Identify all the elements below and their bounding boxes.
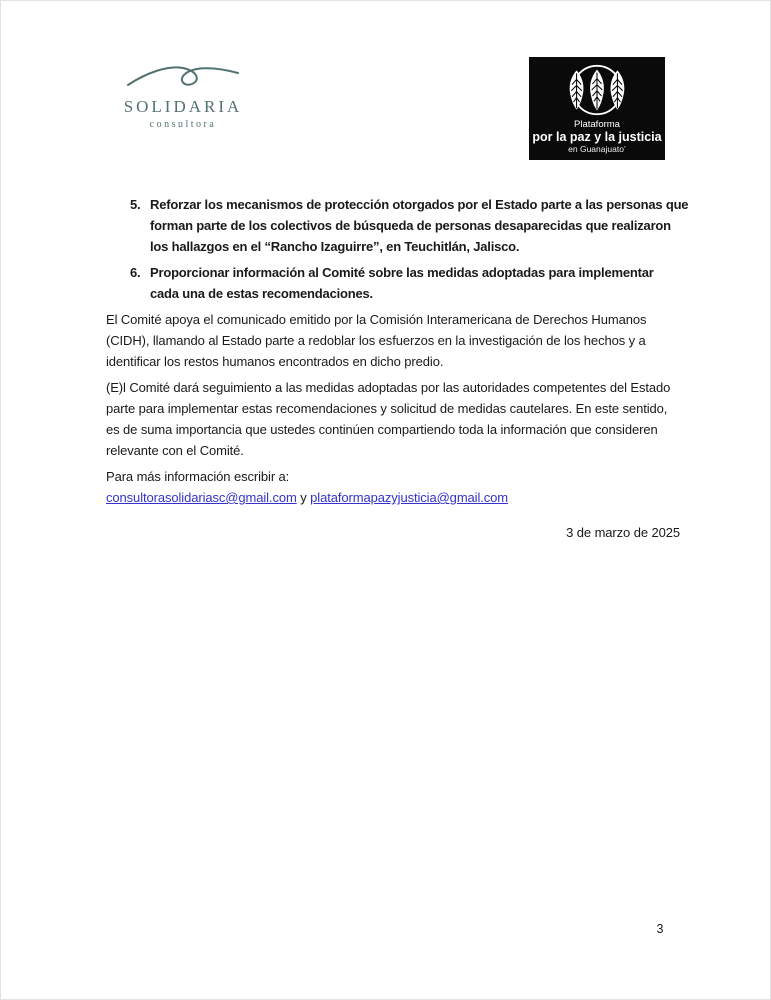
list-item-5-line: Reforzar los mecanismos de protección otorgados por el Estado parte a las personas que bbox=[150, 197, 689, 212]
list-item-6-line: Proporcionar información al Comité sobre las medidas adoptadas para implementar bbox=[150, 265, 654, 280]
paragraph-line: relevante con el Comité. bbox=[106, 443, 244, 458]
contact-emails bbox=[106, 487, 680, 508]
leaves-circle-icon bbox=[559, 62, 635, 118]
plataforma-logo-line3: en Guanajuato’ bbox=[568, 144, 626, 154]
paragraph-line: parte para implementar estas recomendaciones y solicitud de medidas cautelares. En este sentido, bbox=[106, 401, 668, 416]
document-body bbox=[106, 194, 689, 543]
paragraph-cidh bbox=[106, 309, 680, 372]
document-date: 3 de marzo de 2025 bbox=[566, 525, 680, 540]
paragraph-seguimiento bbox=[106, 377, 680, 461]
paragraph-line: es de suma importancia que ustedes continúen compartiendo toda la información que consideren bbox=[106, 422, 658, 437]
list-item-5-number: 5. bbox=[130, 197, 141, 212]
solidaria-logo bbox=[116, 56, 250, 131]
paragraph-line: (CIDH), llamando al Estado parte a redoblar los esfuerzos en la investigación de los hechos y a bbox=[106, 333, 646, 348]
solidaria-logo-name: SOLIDARIA bbox=[123, 97, 243, 116]
contact-block bbox=[106, 466, 680, 508]
email-link-solidaria[interactable]: consultorasolidariasc@gmail.com bbox=[106, 490, 297, 505]
plataforma-logo-line2: por la paz y la justicia bbox=[532, 130, 662, 144]
email-link-plataforma[interactable]: plataformapazyjusticia@gmail.com bbox=[310, 490, 509, 505]
paragraph-line: El Comité apoya el comunicado emitido por la Comisión Interamericana de Derechos Humanos bbox=[106, 312, 647, 327]
solidaria-logo-tagline: consultora bbox=[149, 119, 217, 130]
list-item-5 bbox=[106, 194, 689, 257]
contact-separator: y bbox=[296, 490, 311, 505]
list-item-6 bbox=[106, 262, 680, 304]
paragraph-line: (E)l Comité dará seguimiento a las medidas adoptadas por las autoridades competentes del Estado bbox=[106, 380, 671, 395]
plataforma-logo bbox=[529, 57, 665, 160]
list-item-5-line: los hallazgos en el “Rancho Izaguirre”, en Teuchitlán, Jalisco. bbox=[150, 239, 520, 254]
paragraph-line: identificar los restos humanos encontrados en dicho predio. bbox=[106, 354, 444, 369]
page-number: 3 bbox=[656, 922, 664, 936]
solidaria-wave-icon bbox=[124, 56, 242, 96]
list-item-6-line: cada una de estas recomendaciones. bbox=[150, 286, 373, 301]
list-item-6-number: 6. bbox=[130, 265, 141, 280]
list-item-5-line: forman parte de los colectivos de búsqueda de personas desaparecidas que realizaron bbox=[150, 218, 671, 233]
plataforma-logo-line1: Plataforma bbox=[574, 119, 620, 130]
contact-intro: Para más información escribir a: bbox=[106, 469, 290, 484]
